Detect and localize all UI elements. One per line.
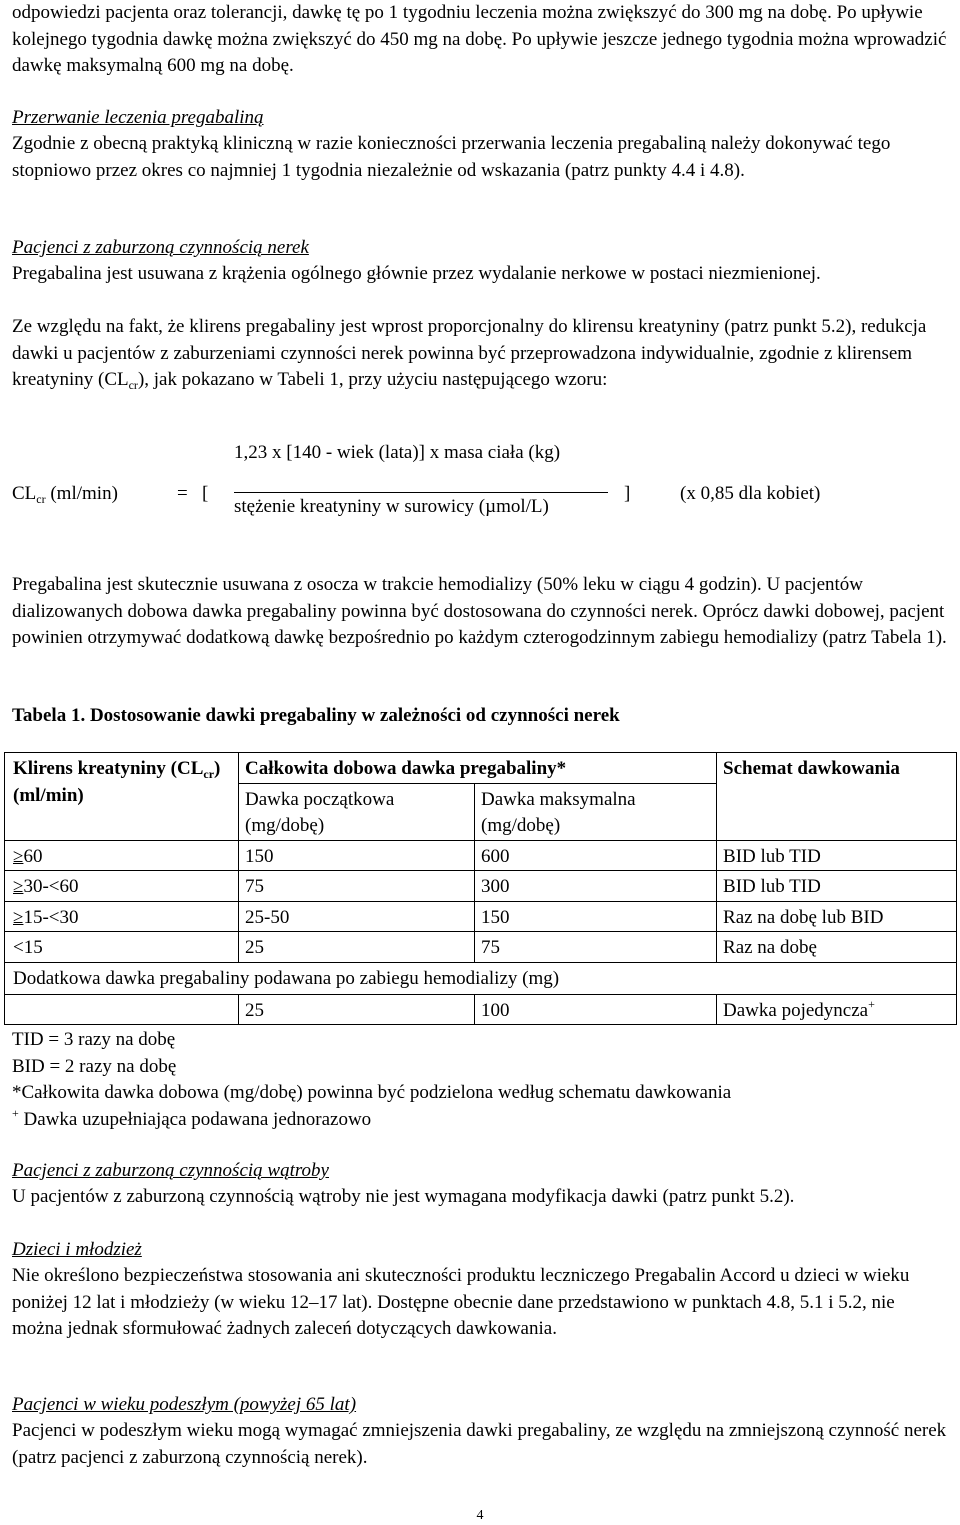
cell-start: 25	[239, 932, 475, 963]
cell-regimen: BID lub TID	[717, 871, 957, 902]
cell-regimen: Dawka pojedyncza+	[717, 994, 957, 1025]
cell-crcl-empty	[5, 994, 239, 1025]
formula-numerator: 1,23 x [140 - wiek (lata)] x masa ciała (kg)	[234, 442, 561, 463]
cell-regimen: Raz na dobę	[717, 932, 957, 963]
cell-max: 150	[475, 901, 717, 932]
cell-regimen: BID lub TID	[717, 840, 957, 871]
formula-close-bracket: ]	[624, 483, 631, 504]
fraction-line	[234, 492, 608, 493]
header-maximum-dose: Dawka maksymalna (mg/dobę)	[475, 783, 717, 840]
dose-adjustment-table	[4, 752, 957, 1025]
cell-supplement-label: Dodatkowa dawka pregabaliny podawana po zabiegu hemodializy (mg)	[5, 962, 957, 994]
header-creatinine-clearance: Klirens kreatyniny $(CL_{cr})$ (ml/min)	[5, 753, 239, 841]
formula-equals: =	[177, 483, 188, 504]
cell-start: 25	[239, 994, 475, 1025]
cell-start: 75	[239, 871, 475, 902]
note-tid: TID = 3 razy na dobę	[12, 1029, 176, 1050]
renal-heading: Pacjenci z zaburzoną czynnością nerek	[12, 237, 309, 258]
cell-start: 25-50	[239, 901, 475, 932]
cell-max: 600	[475, 840, 717, 871]
cell-regimen: Raz na dobę lub BID	[717, 901, 957, 932]
cell-crcl: ≥60	[5, 840, 239, 871]
table-notes	[12, 1027, 948, 1133]
table-supplement-row	[5, 994, 957, 1025]
note-plus: + Dawka uzupełniająca podawana jednorazowo	[12, 1105, 372, 1130]
cell-crcl: <15	[5, 932, 239, 963]
creatinine-clearance-formula	[12, 440, 952, 550]
table-header-row	[5, 753, 957, 784]
discontinuation-heading: Przerwanie leczenia pregabaliną	[12, 107, 264, 128]
table-caption: Tabela 1. Dostosowanie dawki pregabaliny w zależności od czynności nerek	[12, 705, 620, 726]
page-number: 4	[476, 1508, 484, 1523]
cell-max: 75	[475, 932, 717, 963]
hepatic-paragraph: U pacjentów z zaburzoną czynnością wątroby nie jest wymagana modyfikacja dawki (patrz punkt 5.2).	[12, 1186, 795, 1207]
table-row	[5, 932, 957, 963]
intro-paragraph: odpowiedzi pacjenta oraz tolerancji, dawkę tę po 1 tygodniu leczenia można zwiększyć do 300 mg na dobę. Po upływie kolejnego tygodnia dawkę można zwiększyć do 450 mg na dobę. Po upływie jeszcze jednego tygodnia można wprowadzić dawkę maksymalną 600 mg na dobę.	[12, 2, 947, 76]
elderly-heading: Pacjenci w wieku podeszłym (powyżej 65 lat)	[12, 1394, 357, 1415]
formula-denominator: stężenie kreatyniny w surowicy (µmol/L)	[234, 496, 549, 517]
renal-paragraph-1: Pregabalina jest usuwana z krążenia ogólnego głównie przez wydalanie nerkowe w postaci niezmienionej.	[12, 263, 821, 284]
cell-crcl: ≥30-<60	[5, 871, 239, 902]
discontinuation-paragraph: Zgodnie z obecną praktyką kliniczną w razie konieczności przerwania leczenia pregabaliną należy dokonywać tego stopniowo przez okres co najmniej 1 tygodnia niezależnie od wskazania (patrz punkty 4.4 i 4.8).	[12, 133, 891, 181]
header-total-daily-dose: Całkowita dobowa dawka pregabaliny*	[239, 753, 717, 784]
renal-paragraph-2: Ze względu na fakt, że klirens pregabaliny jest wprost proporcjonalny do klirensu kreatyniny (patrz punkt 5.2), redukcja dawki u pacjentów z zaburzeniami czynności nerek powinna być przeprowadzona indywidualnie, zgodnie z klirensem kreatyniny $(CL_{cr})$, jak pokazano w Tabeli 1, przy użyciu następującego wzoru:	[12, 316, 927, 392]
formula-female-factor: (x 0,85 dla kobiet)	[680, 483, 821, 504]
formula-lhs: $CL_{cr}$ (ml/min)	[12, 483, 118, 506]
hemodialysis-paragraph: Pregabalina jest skutecznie usuwana z osocza w trakcie hemodializy (50% leku w ciągu 4 godzin). U pacjentów dializowanych dobowa dawka pregabaliny powinna być dostosowana do czynności nerek. Oprócz dawki dobowej, pacjent powinien otrzymywać dodatkową dawkę bezpośrednio po każdym czterogodzinnym zabiegu hemodializy (patrz Tabela 1).	[12, 574, 947, 648]
table-supplement-label-row	[5, 962, 957, 994]
cell-max: 100	[475, 994, 717, 1025]
table-row	[5, 901, 957, 932]
pediatric-paragraph: Nie określono bezpieczeństwa stosowania ani skuteczności produktu leczniczego Pregabalin Accord u dzieci w wieku poniżej 12 lat i młodzieży (w wieku 12–17 lat). Dostępne obecnie dane przedstawiono w punktach 4.8, 5.1 i 5.2, nie można jednak sformułować żadnych zaleceń dotyczących dawkowania.	[12, 1265, 910, 1339]
elderly-paragraph: Pacjenci w podeszłym wieku mogą wymagać zmniejszenia dawki pregabaliny, ze względu na zmniejszoną czynność nerek (patrz pacjenci z zaburzoną czynnością nerek).	[12, 1420, 947, 1468]
hepatic-heading: Pacjenci z zaburzoną czynnością wątroby	[12, 1160, 329, 1181]
note-bid: BID = 2 razy na dobę	[12, 1055, 177, 1077]
table-row	[5, 871, 957, 902]
pediatric-heading: Dzieci i młodzież	[12, 1239, 142, 1260]
table-row	[5, 840, 957, 871]
cell-max: 300	[475, 871, 717, 902]
header-dosing-regimen: Schemat dawkowania	[717, 753, 957, 841]
cell-crcl: ≥15-<30	[5, 901, 239, 932]
header-starting-dose: Dawka początkowa (mg/dobę)	[239, 783, 475, 840]
cell-start: 150	[239, 840, 475, 871]
note-asterisk: *Całkowita dawka dobowa (mg/dobę) powinna być podzielona według schematu dawkowania	[12, 1082, 732, 1103]
formula-open-bracket: [	[202, 483, 209, 504]
